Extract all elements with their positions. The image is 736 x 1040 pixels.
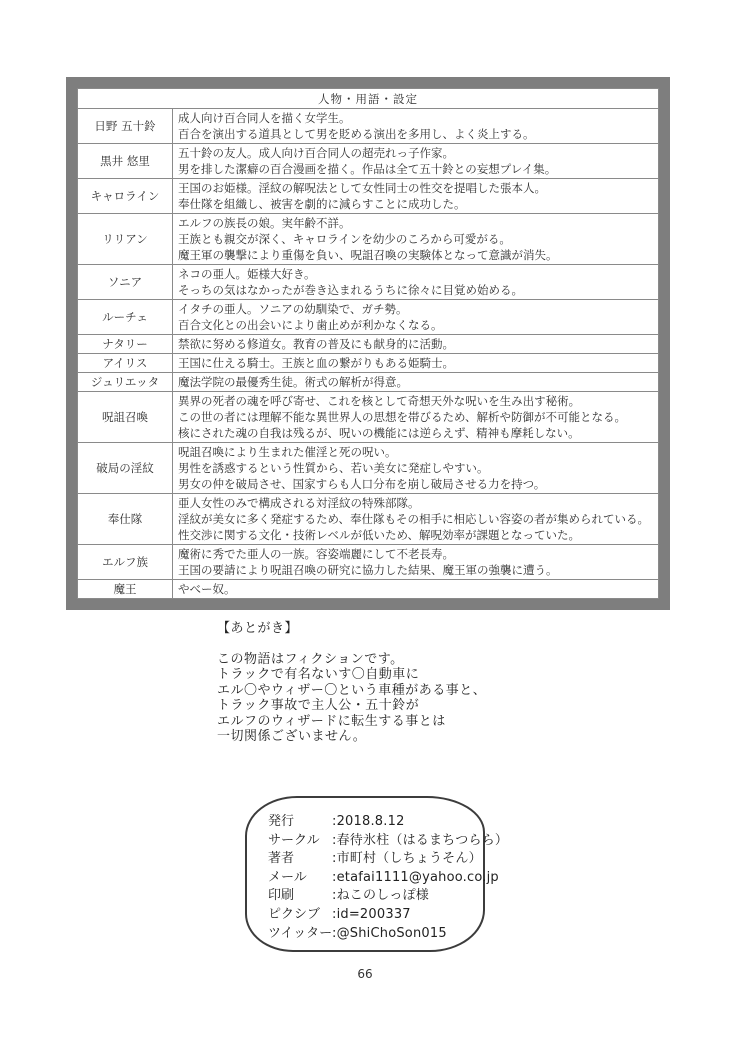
colophon-label: メール bbox=[268, 869, 307, 885]
table-row bbox=[78, 545, 659, 580]
description-line: 魔法学院の最優秀生徒。術式の解析が得意。 bbox=[178, 375, 408, 389]
description-line: 男性を誘惑するという性質から、若い美女に発症しやすい。 bbox=[178, 461, 489, 475]
description-line: 魔王軍の襲撃により重傷を負い、呪詛召喚の実験体となって意識が消失。 bbox=[178, 248, 558, 262]
term-cell: 魔王 bbox=[78, 580, 173, 599]
description-line: 成人向け百合同人を描く女学生。 bbox=[178, 111, 351, 125]
colophon-value: :ねこのしっぽ様 bbox=[332, 888, 429, 904]
description-line: イタチの亜人。ソニアの幼馴染で、ガチ勢。 bbox=[178, 302, 408, 316]
description-line: 淫紋が美女に多く発症するため、奉仕隊もその相手に相応しい容姿の者が集められている。 bbox=[178, 512, 650, 526]
description-line: 奉仕隊を組織し、被害を劇的に減らすことに成功した。 bbox=[178, 197, 466, 211]
term-cell: 奉仕隊 bbox=[78, 494, 173, 545]
colophon-label: ツイッター bbox=[268, 925, 333, 941]
table-row bbox=[78, 443, 659, 494]
colophon-value: :etafai1111@yahoo.co.jp bbox=[332, 869, 499, 885]
table-row bbox=[78, 265, 659, 300]
description-line: 百合を演出する道具として男を貶める演出を多用し、よく炎上する。 bbox=[178, 127, 535, 141]
description-line: エルフの族長の娘。実年齢不詳。 bbox=[178, 216, 351, 230]
description-line: そっちの気はなかったが巻き込まれるうちに徐々に目覚め始める。 bbox=[178, 283, 523, 297]
colophon-row bbox=[268, 887, 483, 906]
description-cell bbox=[173, 300, 659, 335]
term-cell: ジュリエッタ bbox=[78, 373, 173, 392]
description-line: 禁欲に努める修道女。教育の普及にも献身的に活動。 bbox=[178, 337, 454, 351]
colophon-label: 著者 bbox=[268, 851, 295, 867]
colophon-label: 発行 bbox=[268, 814, 295, 829]
table-row bbox=[78, 494, 659, 545]
description-line: 王国に仕える騎士。王族と血の繋がりもある姫騎士。 bbox=[178, 356, 454, 370]
table-row bbox=[78, 179, 659, 214]
description-line: 魔術に秀でた亜人の一族。容姿端麗にして不老長寿。 bbox=[178, 547, 454, 561]
table-row bbox=[78, 335, 659, 354]
colophon-row bbox=[268, 906, 483, 925]
colophon-value: :@ShiChoSon015 bbox=[332, 925, 447, 941]
description-line: 男女の仲を破局させ、国家すらも人口分布を崩し破局させる力を持つ。 bbox=[178, 477, 546, 491]
term-cell: キャロライン bbox=[78, 179, 173, 214]
afterword-line: トラックで有名ないす〇自動車に bbox=[217, 667, 420, 683]
character-table-body bbox=[78, 109, 659, 599]
description-cell bbox=[173, 144, 659, 179]
afterword-line: エル〇やウィザー〇という車種がある事と、 bbox=[217, 682, 487, 698]
table-row bbox=[78, 354, 659, 373]
description-line: 性交渉に関する文化・技術レベルが低いため、解呪効率が課題となっていた。 bbox=[178, 528, 581, 542]
description-line: 異界の死者の魂を呼び寄せ、これを核として奇想天外な呪いを生み出す秘術。 bbox=[178, 394, 581, 408]
afterword-section bbox=[217, 621, 486, 744]
term-cell: アイリス bbox=[78, 354, 173, 373]
table-row bbox=[78, 144, 659, 179]
term-cell: リリアン bbox=[78, 214, 173, 265]
table-row bbox=[78, 109, 659, 144]
description-cell bbox=[173, 335, 659, 354]
colophon-row bbox=[268, 925, 483, 944]
colophon-row bbox=[268, 832, 509, 851]
table-row bbox=[78, 580, 659, 599]
afterword-body bbox=[217, 652, 486, 744]
description-line: 核にされた魂の自我は残るが、呪いの機能には逆らえず、精神も摩耗しない。 bbox=[178, 426, 580, 440]
colophon-value: :2018.8.12 bbox=[332, 814, 405, 829]
colophon-box bbox=[245, 796, 509, 952]
term-cell: 黒井 悠里 bbox=[78, 144, 173, 179]
character-table-frame bbox=[66, 77, 670, 610]
colophon-row bbox=[268, 869, 499, 888]
term-cell: 呪詛召喚 bbox=[78, 392, 173, 443]
afterword-line: この物語はフィクションです。 bbox=[217, 652, 404, 667]
description-cell bbox=[173, 494, 659, 545]
colophon-row bbox=[268, 813, 483, 832]
description-line: 王国の要請により呪詛召喚の研究に協力した結果、魔王軍の強襲に遭う。 bbox=[178, 563, 558, 577]
description-line: ネコの亜人。姫様大好き。 bbox=[178, 267, 316, 281]
table-title-row bbox=[78, 89, 659, 109]
colophon-value: :春待氷柱（はるまちつらら） bbox=[332, 832, 509, 848]
afterword-heading: 【あとがき】 bbox=[217, 621, 299, 636]
colophon-label: ピクシブ bbox=[268, 906, 321, 922]
description-cell bbox=[173, 443, 659, 494]
colophon-label: サークル bbox=[268, 832, 320, 848]
table-row bbox=[78, 373, 659, 392]
afterword-line: トラック事故で主人公・五十鈴が bbox=[217, 698, 420, 714]
term-cell: ルーチェ bbox=[78, 300, 173, 335]
colophon-value: :市町村（しちょうそん） bbox=[332, 851, 482, 867]
description-line: 五十鈴の友人。成人向け百合同人の超売れっ子作家。 bbox=[178, 146, 454, 160]
description-line: 王国のお姫様。淫紋の解呪法として女性同士の性交を提唱した張本人。 bbox=[178, 181, 546, 195]
table-row bbox=[78, 214, 659, 265]
afterword-line: 一切関係ございません。 bbox=[217, 729, 367, 745]
description-line: 亜人女性のみで構成される対淫紋の特殊部隊。 bbox=[178, 496, 420, 510]
description-cell bbox=[173, 545, 659, 580]
description-cell bbox=[173, 214, 659, 265]
description-line: 百合文化との出会いにより歯止めが利かなくなる。 bbox=[178, 318, 443, 332]
colophon-row bbox=[268, 850, 483, 869]
description-line: 王族とも親交が深く、キャロラインを幼少のころから可愛がる。 bbox=[178, 232, 511, 246]
table-row bbox=[78, 392, 659, 443]
term-cell: 破局の淫紋 bbox=[78, 443, 173, 494]
term-cell: ナタリー bbox=[78, 335, 173, 354]
page-number: 66 bbox=[357, 967, 373, 981]
afterword-line: エルフのウィザードに転生する事とは bbox=[217, 713, 446, 729]
table-row bbox=[78, 300, 659, 335]
term-cell: エルフ族 bbox=[78, 545, 173, 580]
description-line: やべー奴。 bbox=[178, 582, 236, 596]
colophon-label: 印刷 bbox=[268, 888, 295, 904]
term-cell: ソニア bbox=[78, 265, 173, 300]
description-cell bbox=[173, 354, 659, 373]
description-cell bbox=[173, 392, 659, 443]
description-cell bbox=[173, 373, 659, 392]
description-line: 男を排した潔癖の百合漫画を描く。作品は全て五十鈴との妄想プレイ集。 bbox=[178, 162, 557, 176]
description-line: この世の者には理解不能な異世界人の思想を帯びるため、解析や防御が不可能となる。 bbox=[178, 410, 627, 424]
character-table bbox=[77, 88, 659, 599]
description-cell bbox=[173, 179, 659, 214]
description-cell bbox=[173, 265, 659, 300]
table-title: 人物・用語・設定 bbox=[78, 89, 659, 109]
description-cell bbox=[173, 109, 659, 144]
term-cell: 日野 五十鈴 bbox=[78, 109, 173, 144]
colophon-value: :id=200337 bbox=[332, 906, 411, 922]
description-line: 呪詛召喚により生まれた催淫と死の呪い。 bbox=[178, 445, 397, 459]
description-cell bbox=[173, 580, 659, 599]
